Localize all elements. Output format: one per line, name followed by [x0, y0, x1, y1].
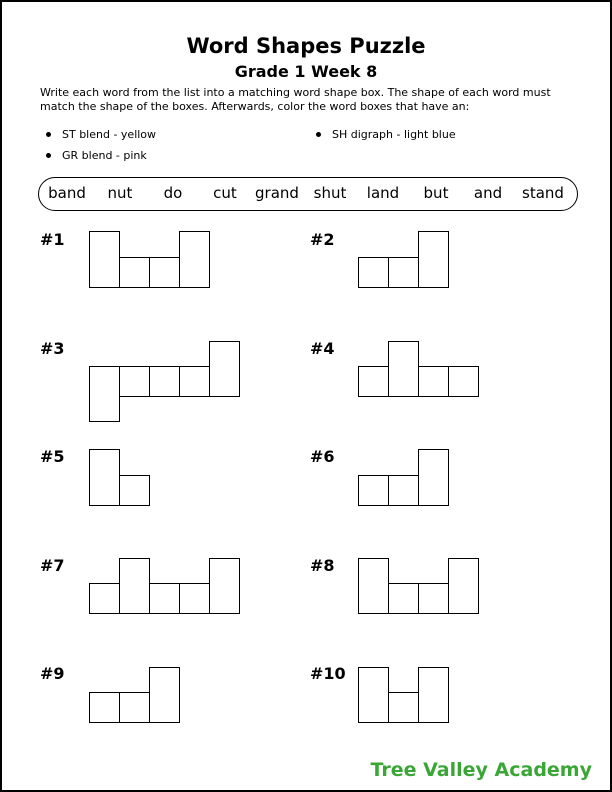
letter-box[interactable]	[149, 257, 180, 288]
bullet-sh-digraph	[316, 128, 456, 141]
letter-box[interactable]	[89, 449, 120, 506]
puzzle-number: #2	[310, 230, 335, 249]
letter-box[interactable]	[149, 583, 180, 614]
word-bank-item: land	[366, 184, 400, 202]
letter-box[interactable]	[418, 231, 449, 288]
letter-box[interactable]	[418, 667, 449, 723]
word-bank-item: but	[423, 184, 449, 202]
page-title: Word Shapes Puzzle	[186, 34, 426, 58]
letter-box[interactable]	[418, 366, 449, 397]
bullet-text: SH digraph - light blue	[332, 128, 456, 141]
letter-box[interactable]	[388, 692, 419, 723]
letter-box[interactable]	[89, 366, 120, 422]
puzzle-number: #3	[40, 339, 65, 358]
letter-box[interactable]	[119, 475, 150, 506]
letter-box[interactable]	[119, 257, 150, 288]
letter-box[interactable]	[358, 257, 389, 288]
puzzle-number: #4	[310, 339, 335, 358]
letter-box[interactable]	[119, 558, 150, 614]
letter-box[interactable]	[448, 366, 479, 397]
word-bank-item: grand	[255, 184, 299, 202]
puzzle-number: #8	[310, 556, 335, 575]
letter-box[interactable]	[149, 667, 180, 723]
bullet-text: GR blend - pink	[62, 149, 147, 162]
word-bank-item: stand	[522, 184, 564, 202]
brand-logo-text: Tree Valley Academy	[370, 759, 592, 781]
bullet-text: ST blend - yellow	[62, 128, 157, 141]
word-bank-item: cut	[213, 184, 237, 202]
letter-box[interactable]	[358, 366, 389, 397]
letter-box[interactable]	[209, 341, 240, 397]
letter-box[interactable]	[89, 692, 120, 723]
letter-box[interactable]	[179, 366, 210, 397]
puzzle-number: #7	[40, 556, 65, 575]
letter-box[interactable]	[358, 558, 389, 614]
word-bank-item: and	[473, 184, 503, 202]
word-bank	[38, 177, 578, 211]
letter-box[interactable]	[209, 558, 240, 614]
letter-box[interactable]	[89, 231, 120, 288]
letter-box[interactable]	[418, 449, 449, 506]
word-bank-item: do	[163, 184, 183, 202]
bullet-dot-icon	[46, 153, 51, 158]
letter-box[interactable]	[388, 583, 419, 614]
letter-box[interactable]	[89, 583, 120, 614]
letter-box[interactable]	[358, 667, 389, 723]
puzzle-number: #10	[310, 664, 346, 683]
bullet-st-blend	[46, 128, 156, 141]
word-bank-item: nut	[107, 184, 133, 202]
page-subtitle: Grade 1 Week 8	[234, 62, 378, 81]
letter-box[interactable]	[179, 231, 210, 288]
letter-box[interactable]	[388, 341, 419, 397]
letter-box[interactable]	[388, 257, 419, 288]
letter-box[interactable]	[358, 475, 389, 506]
bullet-gr-blend	[46, 149, 147, 162]
letter-box[interactable]	[448, 558, 479, 614]
word-bank-item: band	[48, 184, 86, 202]
letter-box[interactable]	[119, 692, 150, 723]
letter-box[interactable]	[119, 366, 150, 397]
puzzle-number: #5	[40, 447, 65, 466]
puzzle-number: #1	[40, 230, 65, 249]
bullet-dot-icon	[316, 132, 321, 137]
puzzle-number: #9	[40, 664, 65, 683]
instructions-text: Write each word from the list into a matching word shape box. The shape of each word must match the shape of the boxes. Afterwards, color the word boxes that have an:	[40, 86, 551, 113]
letter-box[interactable]	[388, 475, 419, 506]
letter-box[interactable]	[149, 366, 180, 397]
letter-box[interactable]	[418, 583, 449, 614]
bullet-dot-icon	[46, 132, 51, 137]
puzzle-number: #6	[310, 447, 335, 466]
letter-box[interactable]	[179, 583, 210, 614]
word-bank-item: shut	[313, 184, 347, 202]
